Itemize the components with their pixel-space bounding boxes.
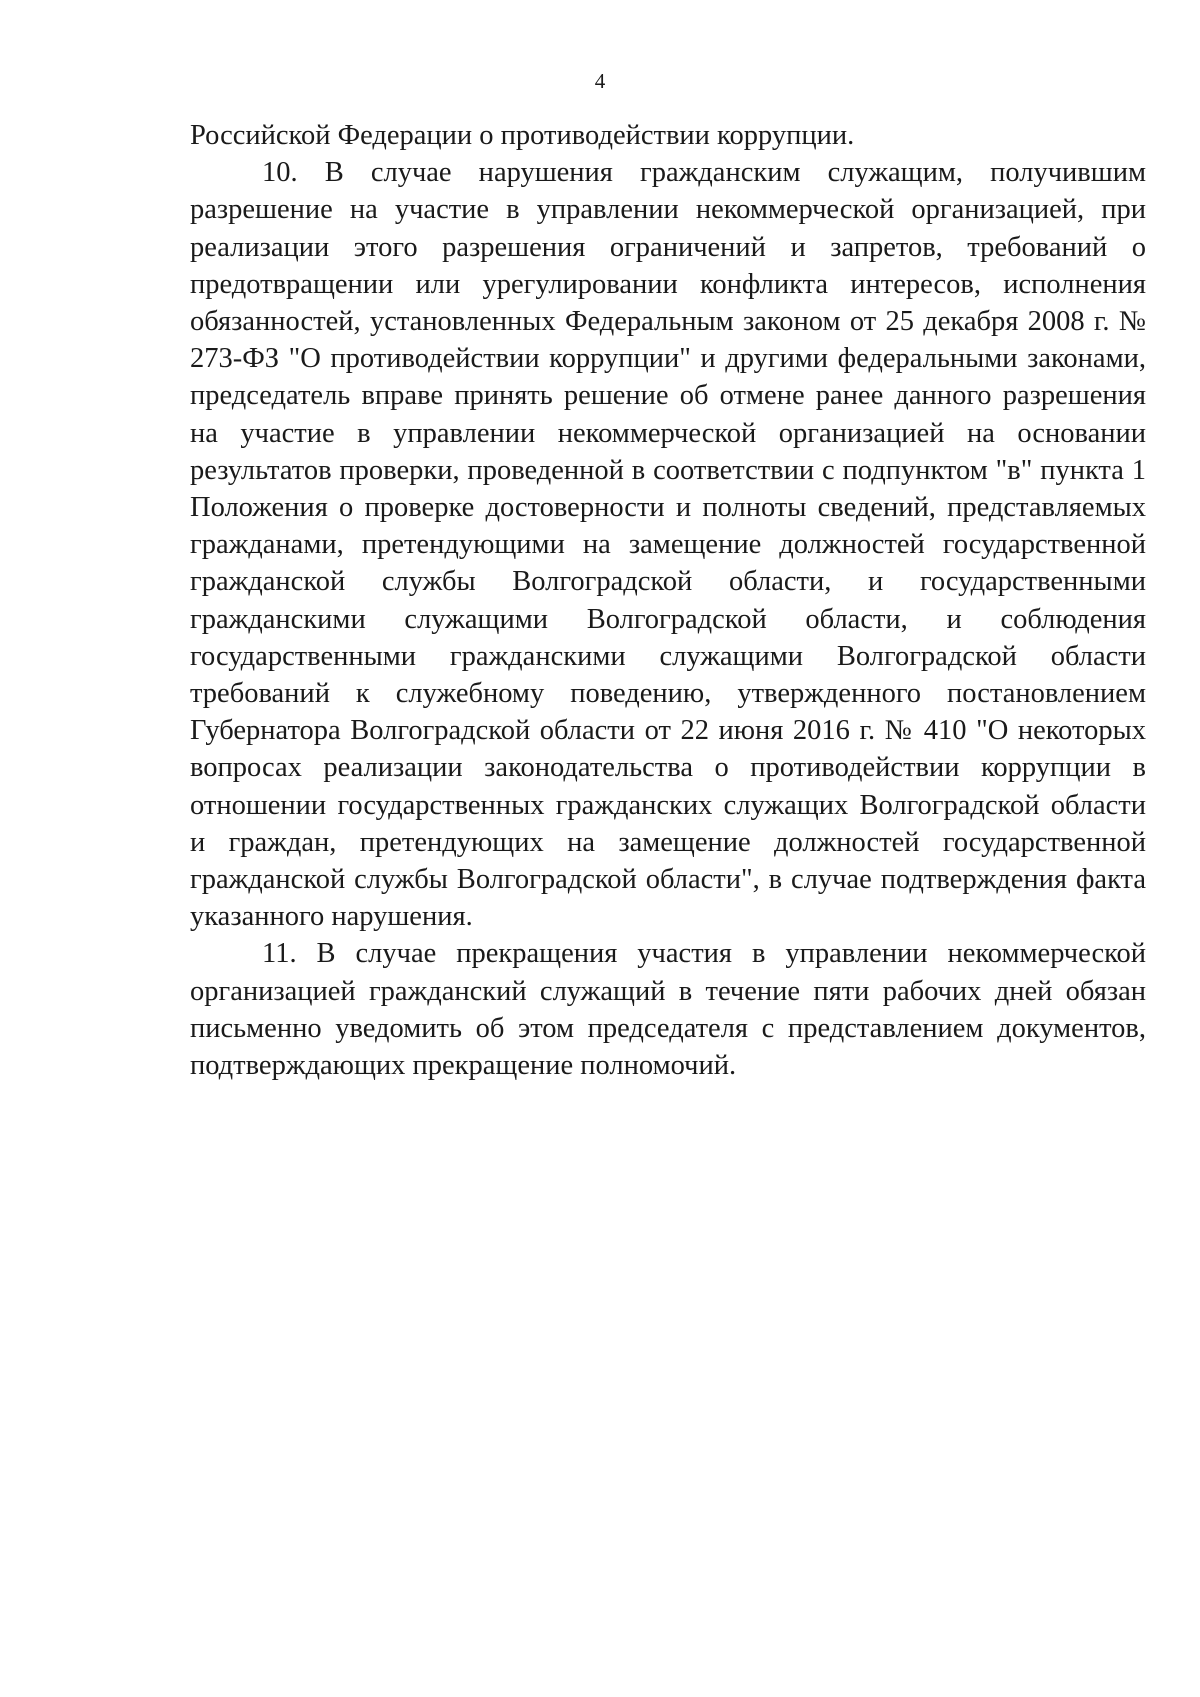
paragraph-item-11: 11. В случае прекращения участия в управлении некоммерческой организацией гражданский служащий в течение пяти рабочих дней обязан письменно уведомить об этом председателя с представлением документов, подтверждающих прекращение полномочий. xyxy=(190,938,1146,1082)
paragraph-continuation: Российской Федерации о противодействии коррупции. xyxy=(190,120,855,151)
page-number: 4 xyxy=(594,69,606,93)
document-body xyxy=(190,117,1146,1084)
paragraph-item-10: 10. В случае нарушения гражданским служащим, получившим разрешение на участие в управлении некоммерческой организацией, при реализации этого разрешения ограничений и запретов, требований о предотвращении или урегулировании конфликта интересов, исполнения обязанностей, установленных Федеральным законом от 25 декабря 2008 г. № 273-ФЗ "О противодействии коррупции" и другими федеральными законами, председатель вправе принять решение об отмене ранее данного разрешения на участие в управлении некоммерческой организацией на основании результатов проверки, проведенной в соответствии с подпунктом "в" пункта 1 Положения о проверке достоверности и полноты сведений, представляемых гражданами, претендующими на замещение должностей государственной гражданской службы Волгоградской области, и государственными гражданскими служащими Волгоградской области, и соблюдения государственными гражданскими служащими Волгоградской области требований к служебному поведению, утвержденного постановлением Губернатора Волгоградской области от 22 июня 2016 г. № 410 "О некоторых вопросах реализации законодательства о противодействии коррупции в отношении государственных гражданских служащих Волгоградской области и граждан, претендующих на замещение должностей государственной гражданской службы Волгоградской области", в случае подтверждения факта указанного нарушения. xyxy=(190,157,1146,933)
